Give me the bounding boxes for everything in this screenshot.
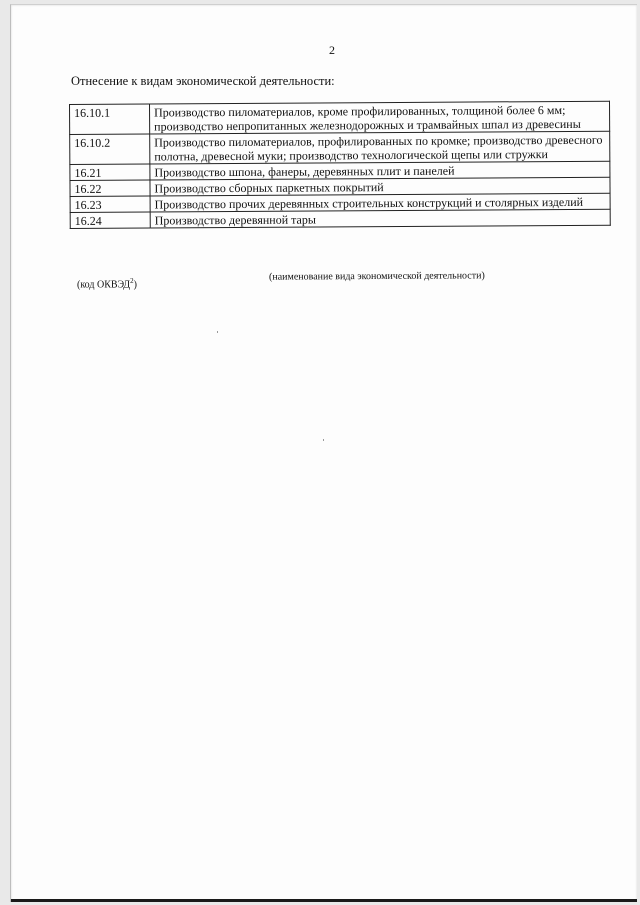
page-bottom-edge — [11, 899, 637, 902]
caption-code-close: ) — [133, 279, 137, 291]
activity-name: Производство пиломатериалов, профилированных по кромке; производство древесного полотна, древесной муки; производство технологической щепы или стружки — [150, 131, 610, 164]
activity-name: Производство шпона, фанеры, деревянных плит и панелей — [150, 161, 610, 180]
okved-code: 16.22 — [70, 180, 150, 196]
footnote-marker: 2 — [130, 277, 134, 285]
page-number: 2 — [329, 43, 335, 57]
okved-code: 16.24 — [70, 212, 150, 228]
okved-code: 16.21 — [70, 164, 150, 180]
okved-table — [69, 101, 611, 229]
table-row — [70, 131, 610, 164]
scan-speck — [323, 439, 324, 441]
table-row — [70, 101, 610, 134]
caption-code-text: (код ОКВЭД — [77, 279, 131, 291]
okved-code: 16.10.2 — [70, 134, 150, 164]
activity-name: Производство деревянной тары — [150, 209, 610, 228]
okved-code: 16.23 — [70, 196, 150, 212]
caption-okved-code — [77, 277, 137, 290]
okved-code: 16.10.1 — [70, 104, 150, 134]
activity-name: Производство сборных паркетных покрытий — [150, 177, 610, 196]
scan-speck — [217, 331, 218, 333]
intro-text: Отнесение к видам экономической деятельности: — [71, 74, 335, 88]
activity-name: Производство прочих деревянных строительных конструкций и столярных изделий — [150, 193, 610, 212]
document-page — [10, 4, 637, 902]
activity-name: Производство пиломатериалов, кроме профилированных, толщиной более 6 мм; производство непропитанных железнодорожных и трамвайных шпал из древесины — [150, 101, 610, 134]
table-row — [70, 209, 610, 228]
caption-activity-name: (наименование вида экономической деятельности) — [268, 270, 485, 283]
